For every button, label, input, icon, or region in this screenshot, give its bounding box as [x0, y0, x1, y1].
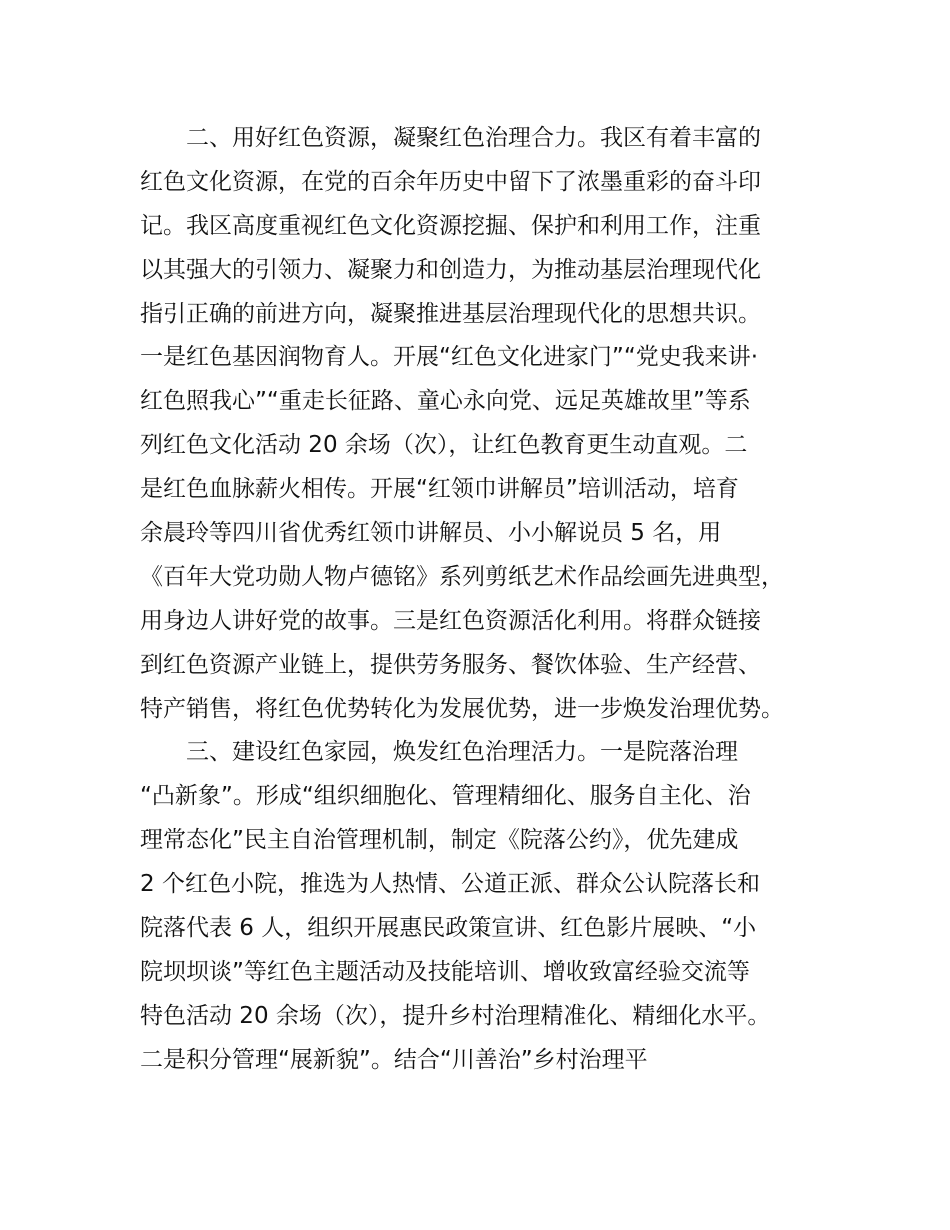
body-text	[140, 117, 840, 1083]
text-line: “凸新象”。形成“组织细胞化、管理精细化、服务自主化、治	[140, 783, 751, 810]
text-line: 余晨玲等四川省优秀红领巾讲解员、小小解说员 5 名，用	[140, 520, 722, 547]
text-line: 红色照我心”“重走长征路、童心永向党、远足英雄故里”等系	[140, 388, 751, 415]
text-line: 理常态化”民主自治管理机制，制定《院落公约》，优先建成	[140, 827, 739, 854]
text-line: 一是红色基因润物育人。开展“红色文化进家门”“党史我来讲·	[140, 344, 759, 371]
text-line: 用身边人讲好党的故事。三是红色资源活化利用。将群众链接	[140, 607, 761, 634]
text-line: 特产销售，将红色优势转化为发展优势，进一步焕发治理优势。	[140, 695, 784, 722]
text-line: 特色活动 20 余场（次），提升乡村治理精准化、精细化水平。	[140, 1002, 771, 1029]
text-line: 三、建设红色家园，焕发红色治理活力。一是院落治理	[140, 739, 738, 766]
text-line: 以其强大的引领力、凝聚力和创造力，为推动基层治理现代化	[140, 256, 761, 283]
text-line: 二、用好红色资源，凝聚红色治理合力。我区有着丰富的	[140, 125, 761, 151]
text-line: 指引正确的前进方向，凝聚推进基层治理现代化的思想共识。	[140, 300, 761, 327]
text-line: 二是积分管理“展新貌”。结合“川善治”乡村治理平	[140, 1046, 648, 1073]
text-line: 列红色文化活动 20 余场（次），让红色教育更生动直观。二	[140, 432, 748, 459]
text-line: 到红色资源产业链上，提供劳务服务、餐饮体验、生产经营、	[140, 651, 761, 678]
text-line: 院坝坝谈”等红色主题活动及技能培训、增收致富经验交流等	[140, 958, 750, 985]
text-line: 院落代表 6 人，组织开展惠民政策宣讲、红色影片展映、“小	[140, 915, 757, 942]
text-line: 记。我区高度重视红色文化资源挖掘、保护和利用工作，注重	[140, 212, 761, 239]
text-line: 是红色血脉薪火相传。开展“红领巾讲解员”培训活动，培育	[140, 476, 739, 503]
text-line: 《百年大党功勋人物卢德铭》系列剪纸艺术作品绘画先进典型，	[140, 563, 784, 590]
text-line: 2 个红色小院，推选为人热情、公道正派、群众公认院落长和	[140, 871, 760, 898]
text-line: 红色文化资源，在党的百余年历史中留下了浓墨重彩的奋斗印	[140, 168, 761, 195]
